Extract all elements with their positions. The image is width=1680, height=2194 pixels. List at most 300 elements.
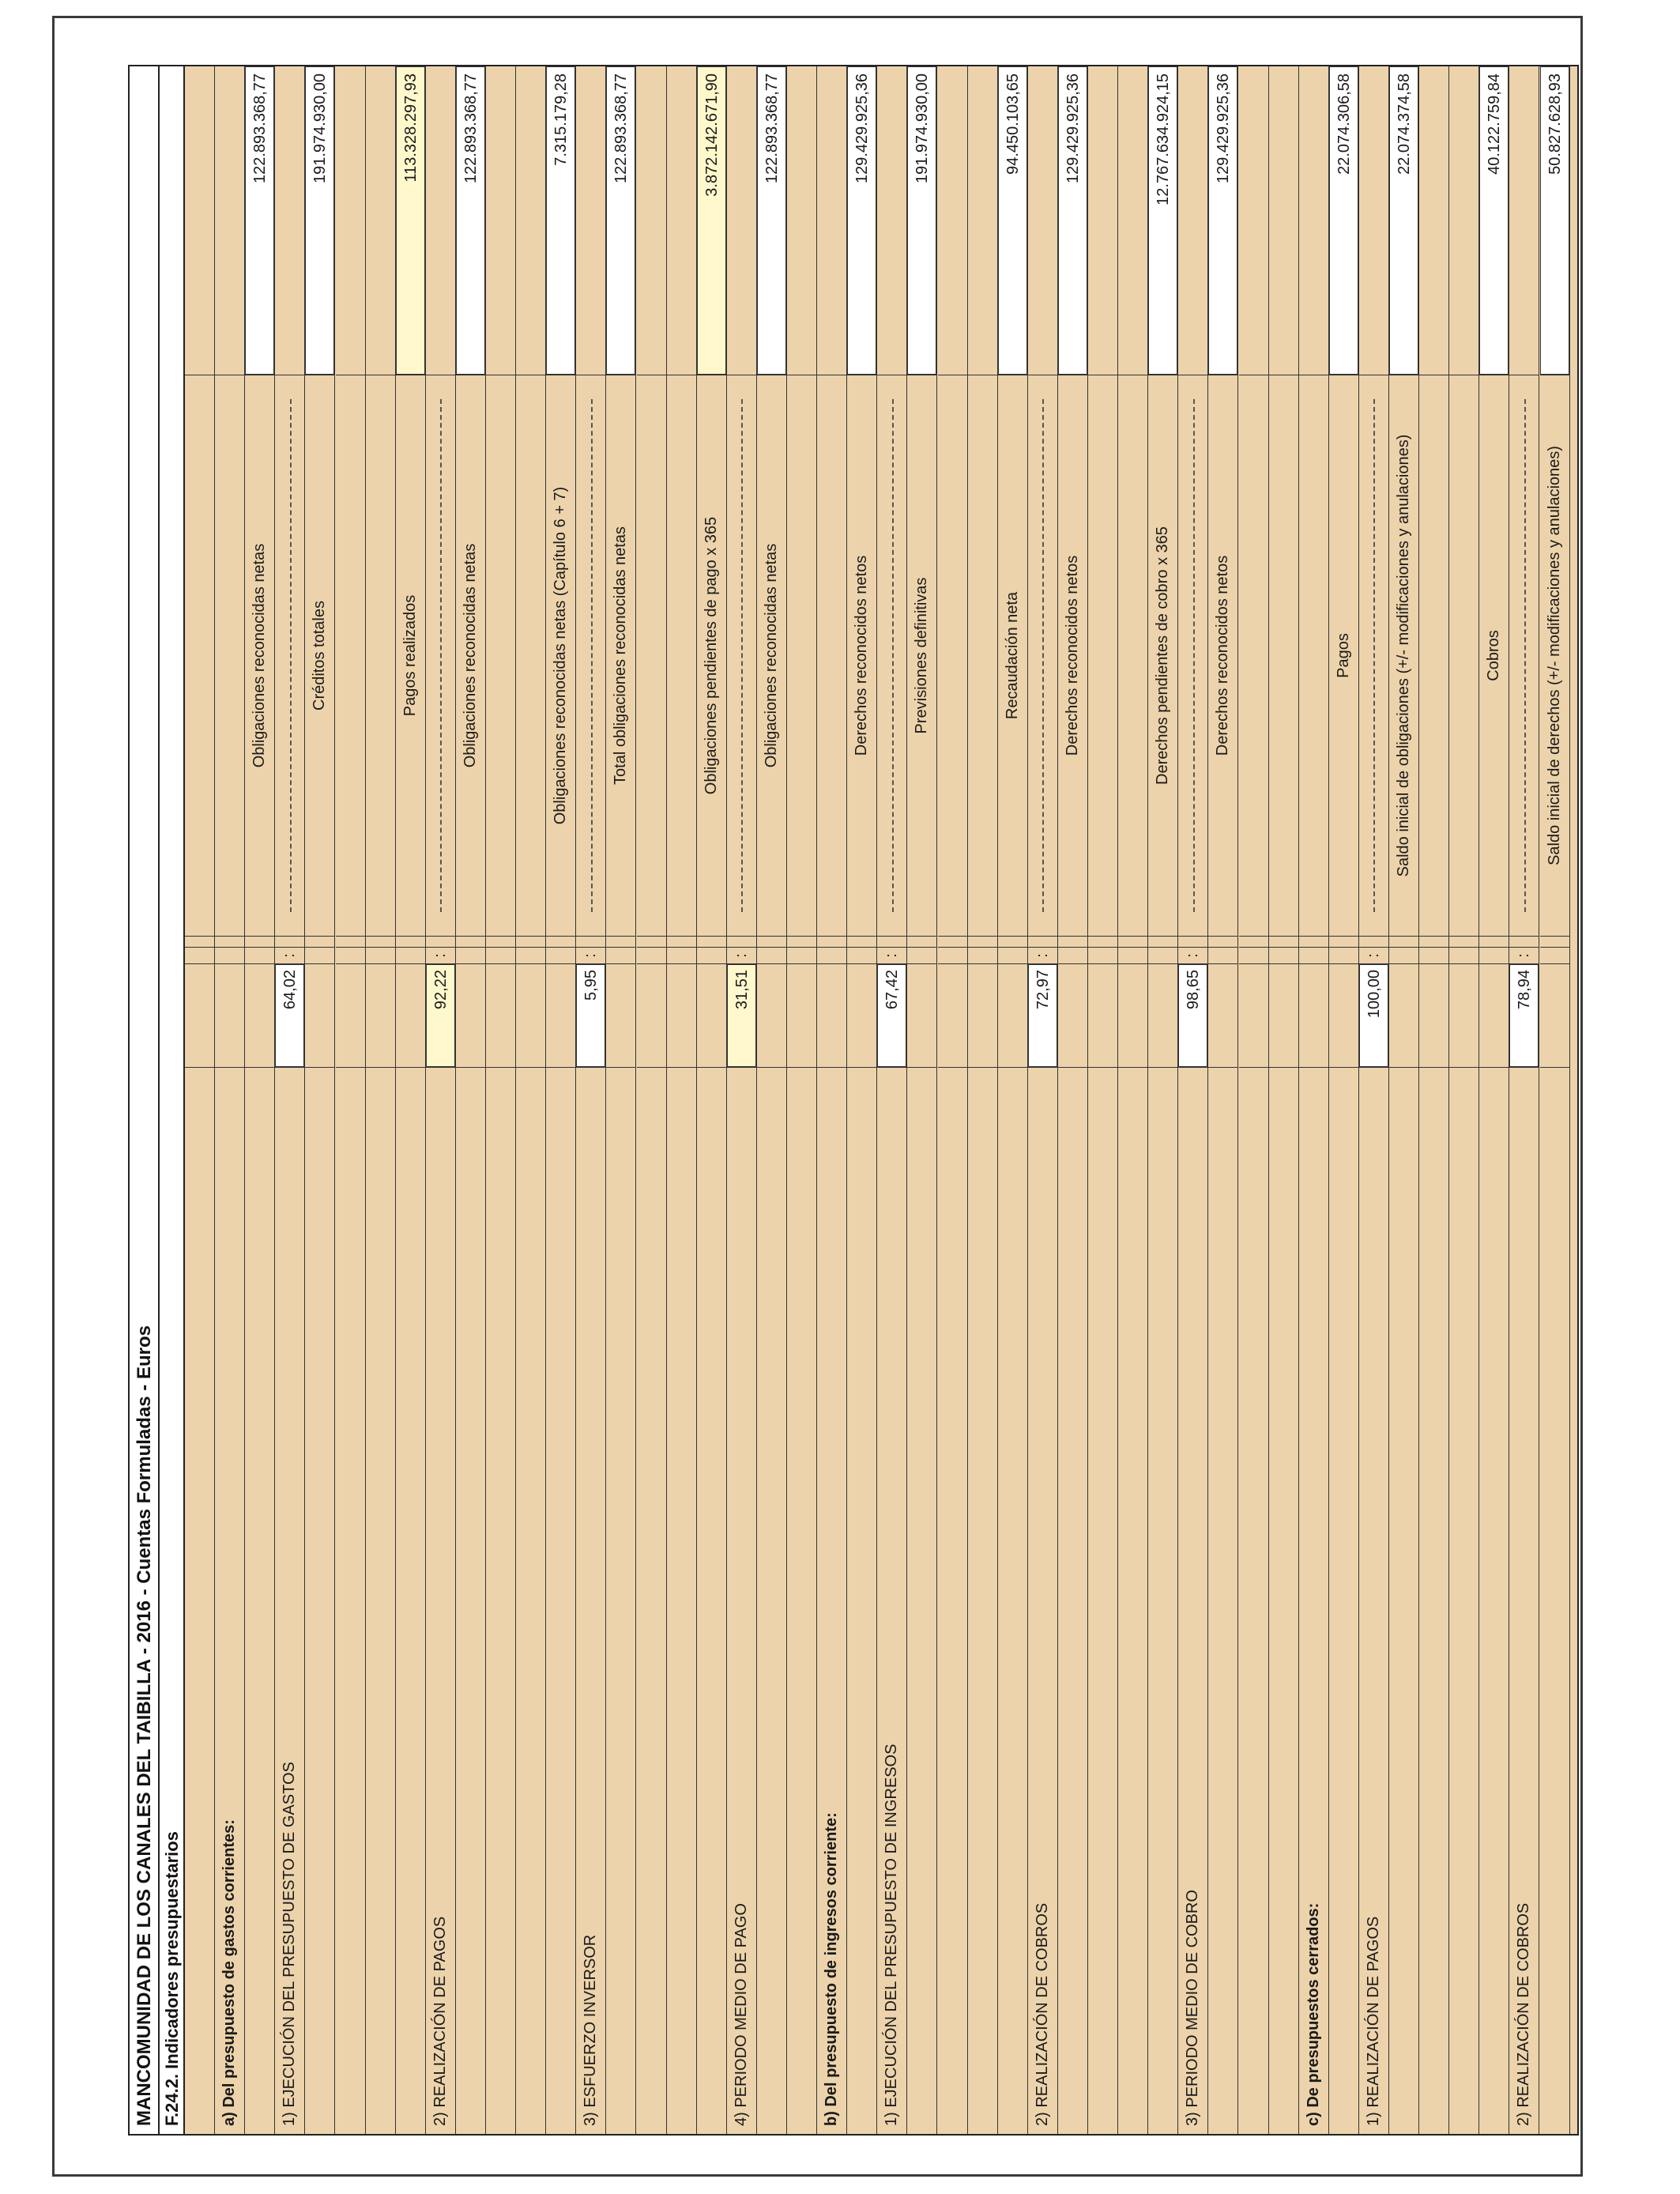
ratio-colon: : [576, 947, 605, 964]
description-cell [366, 375, 395, 936]
table-row [938, 66, 968, 2134]
ratio-cell [1118, 964, 1147, 1067]
table-row [968, 66, 998, 2134]
section-row [215, 66, 245, 2134]
colon-cell [546, 947, 575, 964]
description-cell [817, 375, 846, 936]
spacer-cell [817, 936, 846, 947]
table-row [305, 66, 335, 2134]
amount-cell [727, 66, 756, 375]
table-row [456, 66, 486, 2134]
table-row [606, 66, 636, 2134]
amount-cell [1028, 66, 1057, 375]
ratio-colon: : [1359, 947, 1388, 964]
fraction-line [275, 375, 304, 936]
indicator-label [516, 1067, 545, 2134]
description-cell [1449, 375, 1478, 936]
indicator-label [1419, 1067, 1448, 2134]
amount-cell [1299, 66, 1328, 375]
ratio-cell [847, 964, 876, 1067]
colon-cell [1208, 947, 1237, 964]
spacer-cell [907, 936, 936, 947]
description-cell [968, 375, 997, 936]
numerator-amount: 3.872.142.671,90 [697, 66, 726, 375]
table-row [697, 66, 727, 2134]
amount-cell [1239, 66, 1268, 375]
spacer-cell [215, 936, 244, 947]
ratio-colon: : [1028, 947, 1057, 964]
spacer-cell [305, 936, 334, 947]
indicator-label [1329, 1067, 1358, 2134]
ratio-cell [215, 964, 244, 1067]
description-cell [1299, 375, 1328, 936]
ratio-cell [1058, 964, 1087, 1067]
spacer-cell [1208, 936, 1237, 947]
section-heading: a) Del presupuesto de gastos corrientes: [215, 1067, 244, 2134]
spacer-cell [637, 936, 666, 947]
table-row [1148, 66, 1178, 2134]
indicator-ratio: 100,00 [1359, 964, 1388, 1067]
colon-cell [305, 947, 334, 964]
table-row [1329, 66, 1359, 2134]
indicator-label [1269, 1067, 1298, 2134]
table-row [1088, 66, 1118, 2134]
colon-cell [938, 947, 967, 964]
indicator-label [787, 1067, 816, 2134]
description-cell [1419, 375, 1448, 936]
description-cell [787, 375, 816, 936]
table-row [1359, 66, 1389, 2134]
indicator-ratio: 78,94 [1509, 964, 1539, 1067]
indicator-ratio: 31,51 [727, 964, 756, 1067]
denominator-amount: 22.074.374,58 [1389, 66, 1418, 375]
colon-cell [1239, 947, 1268, 964]
spacer-cell [275, 936, 304, 947]
amount-cell [1449, 66, 1478, 375]
colon-cell [817, 947, 846, 964]
ratio-cell [305, 964, 334, 1067]
spacer-cell [1118, 936, 1147, 947]
spacer-cell [847, 936, 876, 947]
description-cell [1118, 375, 1147, 936]
amount-cell [336, 66, 365, 375]
indicator-ratio: 64,02 [275, 964, 304, 1067]
ratio-colon: : [1178, 947, 1207, 964]
table-row [1208, 66, 1238, 2134]
ratio-cell [938, 964, 967, 1067]
colon-cell [1329, 947, 1358, 964]
indicator-label [847, 1067, 876, 2134]
colon-cell [1058, 947, 1087, 964]
ratio-cell [366, 964, 395, 1067]
spacer-cell [245, 936, 274, 947]
amount-cell [426, 66, 455, 375]
indicator-ratio: 5,95 [576, 964, 605, 1067]
indicator-label: 3) PERIODO MEDIO DE COBRO [1178, 1067, 1207, 2134]
ratio-cell [1419, 964, 1448, 1067]
indicator-label [1088, 1067, 1117, 2134]
ratio-cell [1389, 964, 1418, 1067]
table-row [366, 66, 396, 2134]
ratio-cell [697, 964, 726, 1067]
indicator-label: 2) REALIZACIÓN DE COBROS [1028, 1067, 1057, 2134]
numerator-description: Obligaciones reconocidas netas (Capítulo 6 + 7) [546, 375, 575, 936]
ratio-cell [245, 964, 274, 1067]
amount-cell [1178, 66, 1207, 375]
table-row [1178, 66, 1208, 2134]
indicator-label [486, 1067, 515, 2134]
ratio-cell [1088, 964, 1117, 1067]
numerator-amount: 113.328.297,93 [396, 66, 425, 375]
indicator-label [546, 1067, 575, 2134]
indicator-label [1118, 1067, 1147, 2134]
ratio-cell [1479, 964, 1509, 1067]
ratio-cell [1269, 964, 1298, 1067]
indicator-label [637, 1067, 666, 2134]
denominator-description: Previsiones definitivas [907, 375, 936, 936]
indicator-label [366, 1067, 395, 2134]
numerator-amount: 122.893.368,77 [245, 66, 274, 375]
spacer-cell [185, 936, 214, 947]
ratio-colon: : [877, 947, 906, 964]
description-cell [1239, 375, 1268, 936]
colon-cell [1449, 947, 1478, 964]
spacer-cell [1178, 936, 1207, 947]
ratio-cell [968, 964, 997, 1067]
table-row [546, 66, 576, 2134]
table-row [516, 66, 546, 2134]
table-row [1479, 66, 1509, 2134]
description-cell [516, 375, 545, 936]
spacer-cell [968, 936, 997, 947]
denominator-amount: 122.893.368,77 [606, 66, 635, 375]
ratio-cell [787, 964, 816, 1067]
colon-cell [245, 947, 274, 964]
ratio-cell [1449, 964, 1478, 1067]
indicator-label [968, 1067, 997, 2134]
colon-cell [968, 947, 997, 964]
section-heading: b) Del presupuesto de ingresos corriente: [817, 1067, 846, 2134]
colon-cell [667, 947, 696, 964]
ratio-cell [1148, 964, 1177, 1067]
colon-cell [185, 947, 214, 964]
colon-cell [486, 947, 515, 964]
ratio-cell [456, 964, 485, 1067]
colon-cell [606, 947, 635, 964]
table-row [336, 66, 366, 2134]
amount-cell [637, 66, 666, 375]
ratio-cell [817, 964, 846, 1067]
spacer-cell [1269, 936, 1298, 947]
amount-cell [275, 66, 304, 375]
colon-cell [787, 947, 816, 964]
amount-cell [877, 66, 906, 375]
ratio-cell [1299, 964, 1328, 1067]
rotated-report-sheet [128, 65, 1579, 2136]
numerator-amount: 129.429.925,36 [847, 66, 876, 375]
indicator-label [907, 1067, 936, 2134]
colon-cell [1118, 947, 1147, 964]
indicator-label [456, 1067, 485, 2134]
amount-cell [817, 66, 846, 375]
spacer-cell [938, 936, 967, 947]
colon-cell [336, 947, 365, 964]
fraction-line [877, 375, 906, 936]
table-row [245, 66, 275, 2134]
amount-cell [576, 66, 605, 375]
colon-cell [1269, 947, 1298, 964]
indicator-label [336, 1067, 365, 2134]
table-row [667, 66, 697, 2134]
colon-cell [1540, 947, 1569, 964]
table-row [877, 66, 907, 2134]
amount-cell [1118, 66, 1147, 375]
spacer-cell [1088, 936, 1117, 947]
ratio-colon: : [1509, 947, 1539, 964]
denominator-description: Derechos reconocidos netos [1208, 375, 1237, 936]
spacer-cell [757, 936, 786, 947]
numerator-description: Cobros [1479, 375, 1509, 936]
indicator-label [305, 1067, 334, 2134]
table-row [426, 66, 456, 2134]
indicator-label [1148, 1067, 1177, 2134]
table-row [275, 66, 305, 2134]
fraction-line [1178, 375, 1207, 936]
numerator-description: Pagos [1329, 375, 1358, 936]
ratio-cell [998, 964, 1027, 1067]
colon-cell [1389, 947, 1418, 964]
table-row [1269, 66, 1299, 2134]
table-row [185, 66, 215, 2134]
numerator-amount: 40.122.759,84 [1479, 66, 1509, 375]
table-row [1058, 66, 1088, 2134]
denominator-description: Derechos reconocidos netos [1058, 375, 1087, 936]
colon-cell [456, 947, 485, 964]
indicator-ratio: 72,97 [1028, 964, 1057, 1067]
numerator-description: Derechos pendientes de cobro x 365 [1148, 375, 1177, 936]
indicator-label: 1) REALIZACIÓN DE PAGOS [1359, 1067, 1388, 2134]
indicator-label: 1) EJECUCIÓN DEL PRESUPUESTO DE INGRESOS [877, 1067, 906, 2134]
colon-cell [396, 947, 425, 964]
amount-cell [938, 66, 967, 375]
numerator-amount: 22.074.306,58 [1329, 66, 1358, 375]
fraction-line [1509, 375, 1539, 936]
table-row [1419, 66, 1449, 2134]
ratio-colon: : [275, 947, 304, 964]
indicator-label [1540, 1067, 1569, 2134]
description-cell [185, 375, 214, 936]
colon-cell [697, 947, 726, 964]
colon-cell [1148, 947, 1177, 964]
section-heading: c) De presupuestos cerrados: [1299, 1067, 1328, 2134]
description-cell [486, 375, 515, 936]
indicator-label [998, 1067, 1027, 2134]
indicator-label: 1) EJECUCIÓN DEL PRESUPUESTO DE GASTOS [275, 1067, 304, 2134]
indicator-label: 4) PERIODO MEDIO DE PAGO [727, 1067, 756, 2134]
spacer-cell [1419, 936, 1448, 947]
colon-cell [215, 947, 244, 964]
table-row [576, 66, 606, 2134]
numerator-description: Obligaciones pendientes de pago x 365 [697, 375, 726, 936]
denominator-amount: 129.429.925,36 [1208, 66, 1237, 375]
numerator-amount: 7.315.179,28 [546, 66, 575, 375]
table-row [727, 66, 757, 2134]
amount-cell [215, 66, 244, 375]
denominator-description: Obligaciones reconocidas netas [757, 375, 786, 936]
spacer-cell [1148, 936, 1177, 947]
indicator-ratio: 67,42 [877, 964, 906, 1067]
spacer-cell [606, 936, 635, 947]
amount-cell [1509, 66, 1539, 375]
table-row [998, 66, 1028, 2134]
description-cell [1088, 375, 1117, 936]
spacer-cell [1389, 936, 1418, 947]
fraction-line [1359, 375, 1388, 936]
numerator-description: Recaudación neta [998, 375, 1027, 936]
table-row [486, 66, 516, 2134]
indicator-ratio: 92,22 [426, 964, 455, 1067]
spacer-cell [1479, 936, 1509, 947]
spacer-cell [697, 936, 726, 947]
description-cell [667, 375, 696, 936]
ratio-cell [1239, 964, 1268, 1067]
spacer-cell [1509, 936, 1539, 947]
description-cell [1269, 375, 1298, 936]
indicator-label [1389, 1067, 1418, 2134]
section-row [1299, 66, 1329, 2134]
ratio-cell [637, 964, 666, 1067]
numerator-description: Obligaciones reconocidas netas [245, 375, 274, 936]
spacer-cell [456, 936, 485, 947]
spacer-cell [1540, 936, 1569, 947]
spacer-cell [576, 936, 605, 947]
colon-cell [847, 947, 876, 964]
ratio-cell [1540, 964, 1569, 1067]
numerator-description: Derechos reconocidos netos [847, 375, 876, 936]
spacer-cell [998, 936, 1027, 947]
spacer-cell [546, 936, 575, 947]
spacer-cell [1359, 936, 1388, 947]
colon-cell [998, 947, 1027, 964]
denominator-description: Total obligaciones reconocidas netas [606, 375, 635, 936]
ratio-cell [185, 964, 214, 1067]
indicator-label [245, 1067, 274, 2134]
indicator-label [1239, 1067, 1268, 2134]
denominator-amount: 122.893.368,77 [456, 66, 485, 375]
table-row [637, 66, 667, 2134]
denominator-amount: 50.827.628,93 [1540, 66, 1569, 375]
amount-cell [667, 66, 696, 375]
table-row [1028, 66, 1058, 2134]
indicator-label [1479, 1067, 1509, 2134]
ratio-cell [606, 964, 635, 1067]
table-row [787, 66, 817, 2134]
ratio-cell [546, 964, 575, 1067]
description-cell [336, 375, 365, 936]
spacer-cell [366, 936, 395, 947]
denominator-description: Obligaciones reconocidas netas [456, 375, 485, 936]
denominator-amount: 191.974.930,00 [305, 66, 334, 375]
colon-cell [1088, 947, 1117, 964]
indicator-label [185, 1067, 214, 2134]
amount-cell [787, 66, 816, 375]
indicator-label [757, 1067, 786, 2134]
spacer-cell [1028, 936, 1057, 947]
colon-cell [1479, 947, 1509, 964]
ratio-cell [1329, 964, 1358, 1067]
ratio-cell [336, 964, 365, 1067]
amount-cell [1359, 66, 1388, 375]
amount-cell [1269, 66, 1298, 375]
denominator-description: Créditos totales [305, 375, 334, 936]
denominator-description: Saldo inicial de derechos (+/- modificaciones y anulaciones) [1540, 375, 1569, 936]
table-row [757, 66, 787, 2134]
ratio-cell [667, 964, 696, 1067]
spacer-cell [1299, 936, 1328, 947]
table-row [907, 66, 937, 2134]
table-row [396, 66, 426, 2134]
table-row [1509, 66, 1539, 2134]
indicator-label [938, 1067, 967, 2134]
amount-cell [366, 66, 395, 375]
colon-cell [1299, 947, 1328, 964]
ratio-cell [757, 964, 786, 1067]
denominator-description: Saldo inicial de obligaciones (+/- modificaciones y anulaciones) [1389, 375, 1418, 936]
indicator-label: 2) REALIZACIÓN DE PAGOS [426, 1067, 455, 2134]
description-cell [215, 375, 244, 936]
colon-cell [516, 947, 545, 964]
indicator-label [667, 1067, 696, 2134]
denominator-amount: 129.429.925,36 [1058, 66, 1087, 375]
amount-cell [185, 66, 214, 375]
spacer-cell [1058, 936, 1087, 947]
indicator-label: 2) REALIZACIÓN DE COBROS [1509, 1067, 1539, 2134]
spacer-cell [1449, 936, 1478, 947]
spacer-cell [516, 936, 545, 947]
table-row [1389, 66, 1419, 2134]
spacer-cell [727, 936, 756, 947]
section-row [817, 66, 847, 2134]
numerator-description: Pagos realizados [396, 375, 425, 936]
indicator-label [1449, 1067, 1478, 2134]
spacer-cell [426, 936, 455, 947]
ratio-cell [486, 964, 515, 1067]
numerator-amount: 94.450.103,65 [998, 66, 1027, 375]
colon-cell [1419, 947, 1448, 964]
ratio-colon: : [426, 947, 455, 964]
indicator-label [697, 1067, 726, 2134]
indicator-label: 3) ESFUERZO INVERSOR [576, 1067, 605, 2134]
amount-cell [968, 66, 997, 375]
fraction-line [576, 375, 605, 936]
fraction-line [426, 375, 455, 936]
table-row [1239, 66, 1269, 2134]
denominator-amount: 191.974.930,00 [907, 66, 936, 375]
spacer-cell [787, 936, 816, 947]
spacer-cell [336, 936, 365, 947]
spacer-cell [396, 936, 425, 947]
report-title: MANCOMUNIDAD DE LOS CANALES DEL TAIBILLA - 2016 - Cuentas Formuladas - Euros [130, 66, 160, 2134]
indicator-ratio: 98,65 [1178, 964, 1207, 1067]
ratio-colon: : [727, 947, 756, 964]
table-row [1540, 66, 1570, 2134]
table-row [847, 66, 877, 2134]
amount-cell [1419, 66, 1448, 375]
colon-cell [637, 947, 666, 964]
indicator-label [1208, 1067, 1237, 2134]
ratio-cell [516, 964, 545, 1067]
colon-cell [757, 947, 786, 964]
